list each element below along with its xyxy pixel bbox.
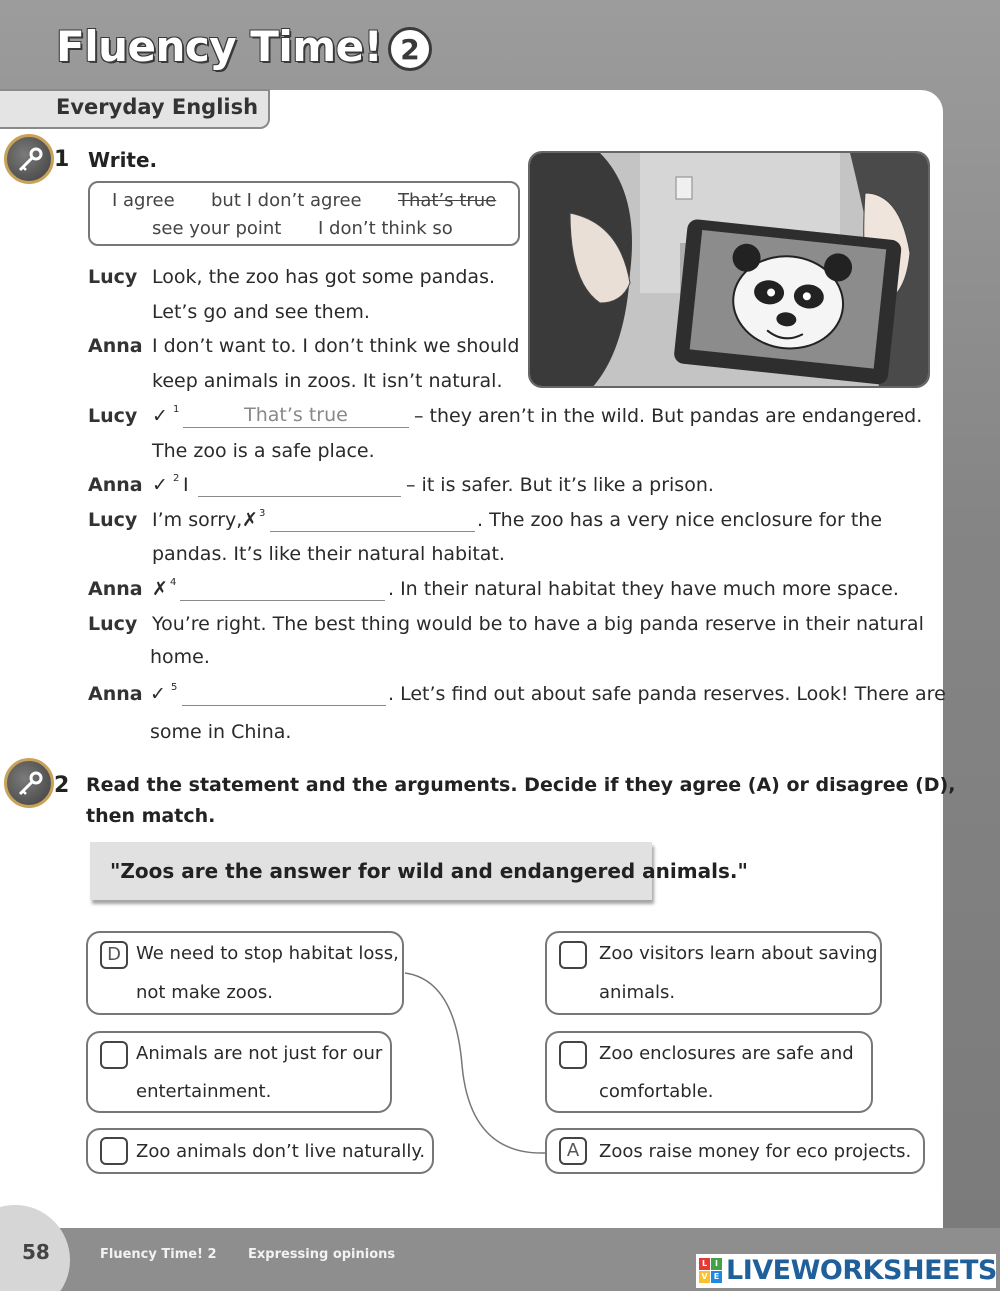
argument-text: comfortable.: [599, 1081, 714, 1102]
speaker-lucy: Lucy: [88, 613, 138, 635]
argument-card[interactable]: [86, 1031, 392, 1113]
dialogue-line: some in China.: [150, 721, 292, 743]
answer-input-3[interactable]: [270, 506, 475, 532]
footer-unit: Fluency Time! 2: [100, 1247, 217, 1262]
dialogue-line: Let’s go and see them.: [152, 301, 370, 323]
argument-text: not make zoos.: [136, 982, 273, 1003]
exercise-2-title: Read the statement and the arguments. Decide if they agree (A) or disagree (D),: [86, 774, 956, 796]
argument-text: We need to stop habitat loss,: [136, 943, 399, 964]
footer-topic: Expressing opinions: [248, 1247, 396, 1262]
answer-box[interactable]: [100, 1137, 128, 1165]
speaker-lucy: Lucy: [88, 509, 138, 531]
answer-input-4[interactable]: [180, 575, 385, 601]
argument-card[interactable]: [86, 931, 404, 1015]
exercise-1-number: 1: [54, 147, 70, 172]
page-title: Fluency Time!: [56, 22, 383, 71]
answer-box[interactable]: D: [100, 941, 128, 969]
speaker-anna: Anna: [88, 474, 143, 496]
dialogue-line: . The zoo has a very nice enclosure for the: [477, 509, 883, 531]
dialogue-line: home.: [150, 646, 210, 668]
unit-number-badge: 2: [388, 27, 432, 71]
argument-text: Zoo enclosures are safe and: [599, 1043, 854, 1064]
dialogue-line: You’re right. The best thing would be to have a big panda reserve in their natural: [152, 613, 924, 635]
tick-icon: ✓: [152, 474, 168, 496]
argument-text: animals.: [599, 982, 676, 1003]
exercise-2-title: then match.: [86, 805, 216, 827]
speaker-lucy: Lucy: [88, 405, 138, 427]
exercise-1-title: Write.: [88, 148, 158, 172]
answer-input-1[interactable]: [183, 402, 409, 428]
dialogue-line: keep animals in zoos. It isn’t natural.: [152, 370, 503, 392]
answer-box[interactable]: A: [559, 1137, 587, 1165]
cross-icon: ✗: [152, 578, 168, 600]
gap-number: 1: [173, 404, 180, 415]
dialogue-line: . In their natural habitat they have much more space.: [388, 578, 899, 600]
gap-number: 3: [259, 508, 266, 519]
argument-text: entertainment.: [136, 1081, 272, 1102]
word-bank-item: but I don’t agree: [211, 190, 362, 211]
key-icon: [4, 758, 54, 808]
argument-card[interactable]: [545, 1031, 873, 1113]
speaker-anna: Anna: [88, 683, 143, 705]
statement-banner: "Zoos are the answer for wild and endangered animals.": [90, 842, 652, 900]
answer-box[interactable]: [559, 1041, 587, 1069]
argument-card[interactable]: [86, 1128, 434, 1174]
key-icon: [4, 134, 54, 184]
answer-box[interactable]: [559, 941, 587, 969]
argument-text: Animals are not just for our: [136, 1043, 383, 1064]
liveworksheets-brand: LIVEWORKSHEETS: [726, 1255, 997, 1286]
argument-card[interactable]: [545, 1128, 925, 1174]
word-bank-item-used: That’s true: [398, 190, 497, 211]
section-tab: Everyday English: [0, 89, 270, 129]
dialogue-line: Look, the zoo has got some pandas.: [152, 266, 496, 288]
dialogue-line: I’m sorry,: [152, 509, 243, 531]
argument-card[interactable]: [545, 931, 882, 1015]
argument-text: Zoo visitors learn about saving: [599, 943, 878, 964]
word-bank-item: see your point: [152, 218, 282, 239]
exercise-2-number: 2: [54, 773, 70, 798]
speaker-anna: Anna: [88, 335, 143, 357]
dialogue-line: – it is safer. But it’s like a prison.: [406, 474, 714, 496]
girls-with-tablet-illustration: [528, 151, 930, 388]
answer-box[interactable]: [100, 1041, 128, 1069]
tick-icon: ✓: [152, 405, 168, 427]
tick-icon: ✓: [150, 683, 166, 705]
dialogue-line: The zoo is a safe place.: [152, 440, 375, 462]
gap-number: 5: [171, 682, 178, 693]
dialogue-line: I: [183, 474, 189, 496]
answer-input-5[interactable]: [182, 680, 386, 706]
liveworksheets-logo-icon: L I V E: [699, 1258, 723, 1284]
word-bank: [88, 181, 520, 246]
dialogue-line: – they aren’t in the wild. But pandas are endangered.: [414, 405, 923, 427]
speaker-anna: Anna: [88, 578, 143, 600]
answer-input-2[interactable]: [198, 471, 401, 497]
dialogue-line: . Let’s find out about safe panda reserves. Look! There are: [388, 683, 946, 705]
dialogue-line: pandas. It’s like their natural habitat.: [152, 543, 505, 565]
cross-icon: ✗: [242, 509, 258, 531]
word-bank-item: I don’t think so: [318, 218, 453, 239]
liveworksheets-logo[interactable]: [696, 1254, 996, 1288]
page-number: 58: [22, 1240, 50, 1264]
word-bank-item: I agree: [112, 190, 175, 211]
gap-number: 2: [173, 473, 180, 484]
gap-number: 4: [170, 577, 177, 588]
dialogue-line: I don’t want to. I don’t think we should: [152, 335, 520, 357]
speaker-lucy: Lucy: [88, 266, 138, 288]
argument-text: Zoo animals don’t live naturally.: [136, 1141, 426, 1162]
argument-text: Zoos raise money for eco projects.: [599, 1141, 912, 1162]
